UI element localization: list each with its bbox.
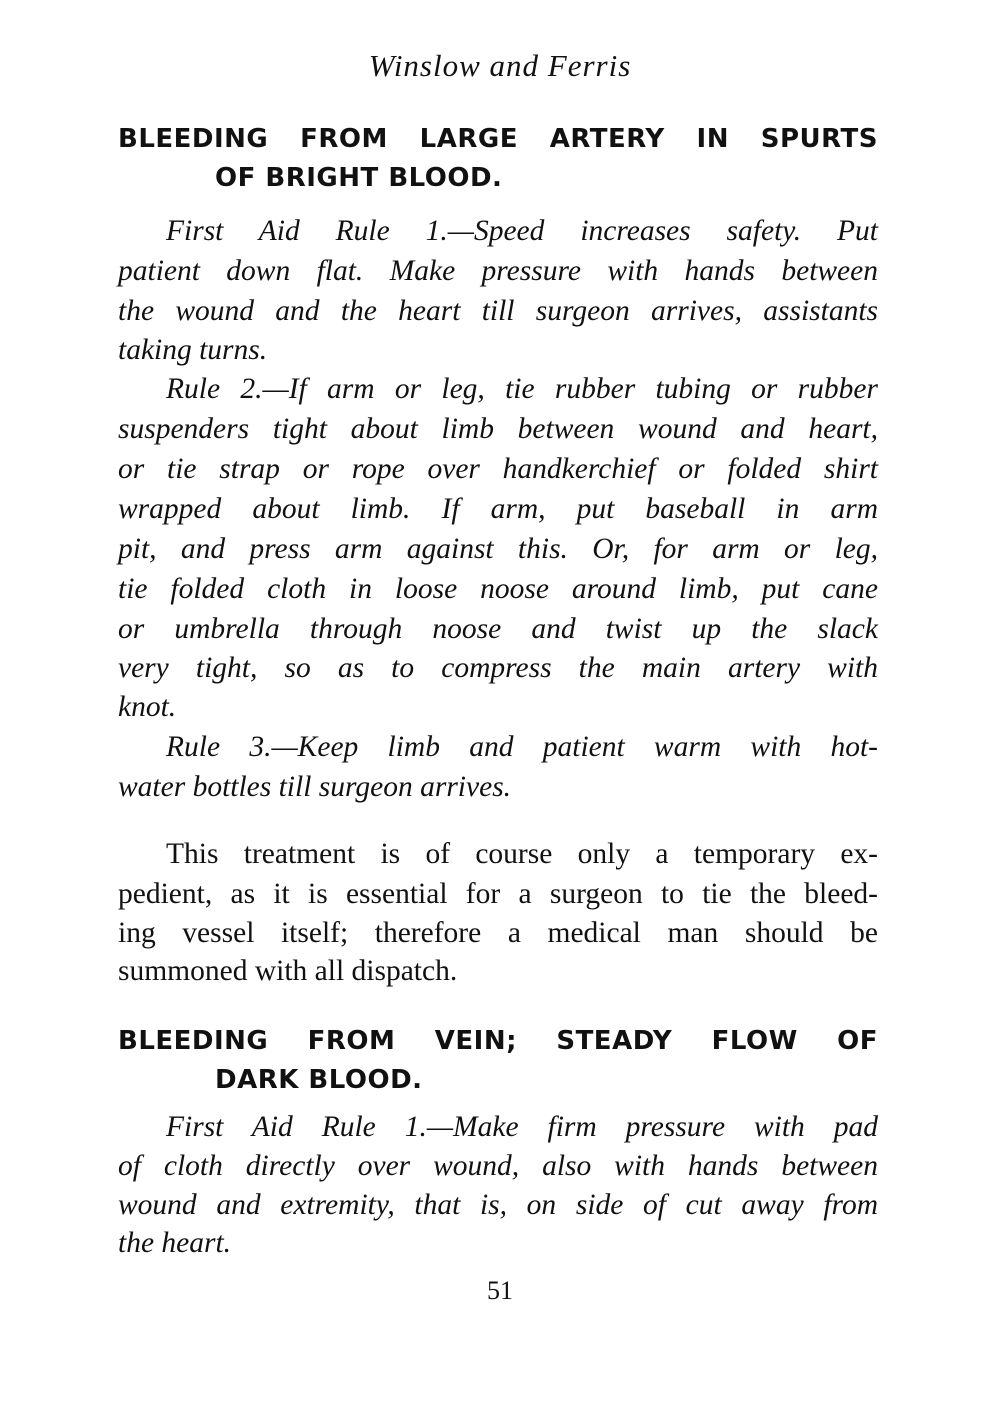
rule-text: taking turns. bbox=[118, 334, 268, 366]
rule-text: patient down flat. Make pressure with hands between bbox=[118, 255, 878, 287]
rule-text: very tight, so as to compress the main artery with bbox=[118, 652, 878, 684]
body-text: This treatment is of course only a temporary ex- bbox=[166, 838, 878, 870]
rule-text: wound and extremity, that is, on side of cut away from bbox=[118, 1189, 878, 1221]
section-heading: BLEEDING FROM VEIN; STEADY FLOW OF bbox=[118, 1026, 878, 1056]
rule-text: the heart. bbox=[118, 1227, 232, 1259]
rule-text: of cloth directly over wound, also with hands between bbox=[118, 1150, 878, 1182]
section-heading: DARK BLOOD. bbox=[215, 1065, 423, 1095]
rule-text: or umbrella through noose and twist up the slack bbox=[118, 613, 878, 645]
rule-text: knot. bbox=[118, 691, 177, 723]
running-head: Winslow and Ferris bbox=[368, 48, 632, 83]
page-number: 51 bbox=[487, 1276, 513, 1305]
section-heading: BLEEDING FROM LARGE ARTERY IN SPURTS bbox=[118, 124, 878, 154]
rule-text: water bottles till surgeon arrives. bbox=[118, 771, 512, 803]
rule-text: suspenders tight about limb between wound and heart, bbox=[118, 413, 878, 445]
body-text: summoned with all dispatch. bbox=[118, 955, 458, 987]
section-heading: OF BRIGHT BLOOD. bbox=[215, 163, 503, 193]
rule-text: First Aid Rule 1.—Make firm pressure with pad bbox=[166, 1111, 878, 1143]
rule-text: Rule 2.—If arm or leg, tie rubber tubing or rubber bbox=[166, 373, 878, 405]
rule-text: First Aid Rule 1.—Speed increases safety. Put bbox=[166, 215, 878, 247]
rule-text: wrapped about limb. If arm, put baseball in arm bbox=[118, 493, 878, 525]
rule-text: or tie strap or rope over handkerchief or folded shirt bbox=[118, 453, 878, 485]
rule-text: pit, and press arm against this. Or, for arm or leg, bbox=[118, 533, 878, 565]
rule-text: tie folded cloth in loose noose around limb, put cane bbox=[118, 573, 878, 605]
rule-text: Rule 3.—Keep limb and patient warm with hot- bbox=[166, 731, 878, 763]
body-text: ing vessel itself; therefore a medical man should be bbox=[118, 917, 878, 949]
body-text: pedient, as it is essential for a surgeon to tie the bleed- bbox=[118, 878, 878, 910]
rule-text: the wound and the heart till surgeon arrives, assistants bbox=[118, 295, 878, 327]
